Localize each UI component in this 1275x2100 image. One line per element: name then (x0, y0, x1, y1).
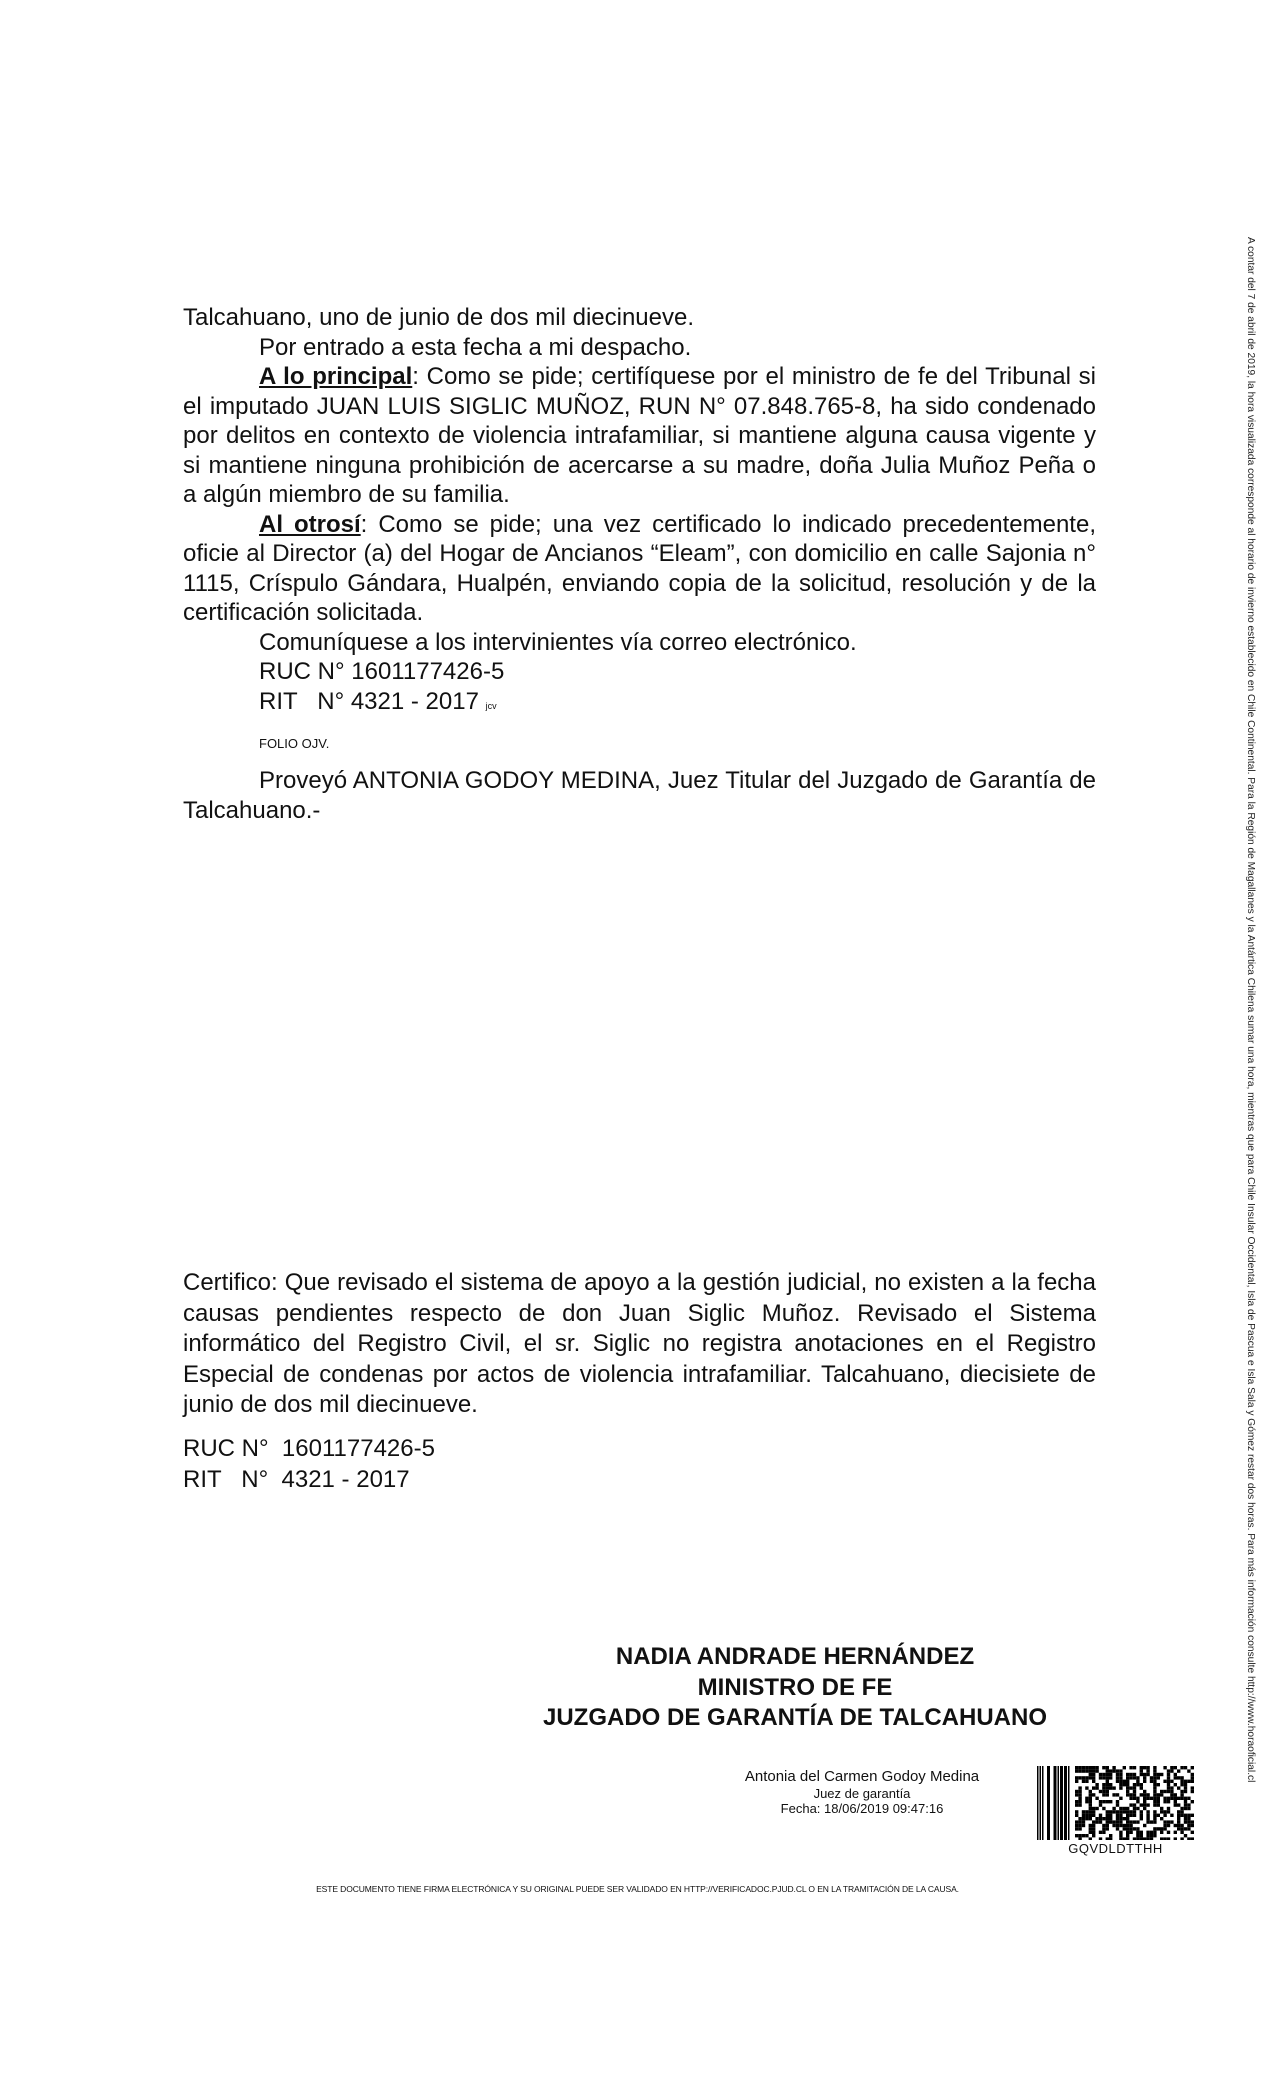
decree-rit-suffix: jcv (485, 700, 497, 711)
certificate-rit-line: RIT N° 4321 - 2017 (183, 1466, 410, 1493)
signature-court: JUZGADO DE GARANTÍA DE TALCAHUANO (543, 1704, 1047, 1731)
decree-folio-line: FOLIO OJV. (259, 736, 330, 751)
certificate-references (183, 1433, 435, 1495)
signature-role: MINISTRO DE FE (697, 1673, 893, 1701)
otrosi-text: : Como se pide; una vez certificado lo indicado precedentemente, oficie al Director (a) del Hogar de Ancianos “Eleam”, con domicilio en calle Sajonia n° 1115, Críspulo Gándara, Hualpén, enviando copia de la solicitud, resolución y de la certificación solicitada. (183, 510, 1096, 626)
decree-date-line: Talcahuano, uno de junio de dos mil diecinueve. (183, 304, 695, 331)
otrosi-label: Al otrosí (259, 510, 361, 538)
principal-label: A lo principal (259, 363, 413, 390)
e-signature-stamp (700, 1768, 1024, 1816)
decree-entry-line: Por entrado a esta fecha a mi despacho. (259, 333, 692, 361)
certificate-text: Certifico: Que revisado el sistema de apoyo a la gestión judicial, no existen a la fecha causas pendientes respecto de don Juan Siglic Muñoz. Revisado el Sistema informático del Registro Civil, el sr. Siglic no registra anotaciones en el Registro Especial de condenas por actos de violencia intrafamiliar. Talcahuano, diecisiete de junio de dos mil diecinueve. (183, 1269, 1096, 1418)
barcode-code: GQVDLDTTHH (1068, 1841, 1163, 1856)
decree-otrosi-paragraph (183, 510, 1096, 628)
signature-block (480, 1642, 1110, 1734)
e-signature-signer: Antonia del Carmen Godoy Medina (744, 1768, 980, 1785)
decree-principal-paragraph (183, 362, 1096, 510)
provided-by-line: Proveyó ANTONIA GODOY MEDINA, Juez Titular del Juzgado de Garantía de Talcahuano.- (183, 767, 1096, 824)
decree-rit-value: RIT N° 4321 - 2017 (259, 687, 479, 715)
signature-name: NADIA ANDRADE HERNÁNDEZ (615, 1643, 975, 1670)
decree-block (183, 303, 1096, 767)
side-timezone-note: A contar del 7 de abril de 2019, la hora visualizada corresponde al horario de invierno establecido en Chile Continental. Para la Región de Magallanes y la Antártica Chilena sumar una hora, mientras que para Chile Insular Occidental, Isla de Pascua e Isla Sala y Gómez restar dos horas. Para más información consulte http://www.horaoficial.cl (1245, 237, 1256, 1783)
decree-ruc-line: RUC N° 1601177426-5 (259, 658, 505, 685)
footer-validation-note: ESTE DOCUMENTO TIENE FIRMA ELECTRÓNICA Y SU ORIGINAL PUEDE SER VALIDADO EN HTTP://VERIFICADOC.PJUD.CL O EN LA TRAMITACIÓN DE LA CAUSA. (316, 1884, 959, 1894)
e-signature-date: Fecha: 18/06/2019 09:47:16 (780, 1801, 944, 1816)
barcode-image (1037, 1766, 1194, 1840)
principal-text: : Como se pide; certifíquese por el ministro de fe del Tribunal si el imputado JUAN LUIS SIGLIC MUÑOZ, RUN N° 07.848.765-8, ha sido condenado por delitos en contexto de violencia intrafamiliar, si mantiene alguna causa vigente y si mantiene ninguna prohibición de acercarse a su madre, doña Julia Muñoz Peña o a algún miembro de su familia. (183, 363, 1096, 508)
decree-communicate-line: Comuníquese a los intervinientes vía correo electrónico. (259, 628, 857, 656)
e-signature-role: Juez de garantía (813, 1786, 911, 1801)
decree-rit-line (259, 687, 1096, 722)
certificate-ruc-line: RUC N° 1601177426-5 (183, 1435, 435, 1462)
